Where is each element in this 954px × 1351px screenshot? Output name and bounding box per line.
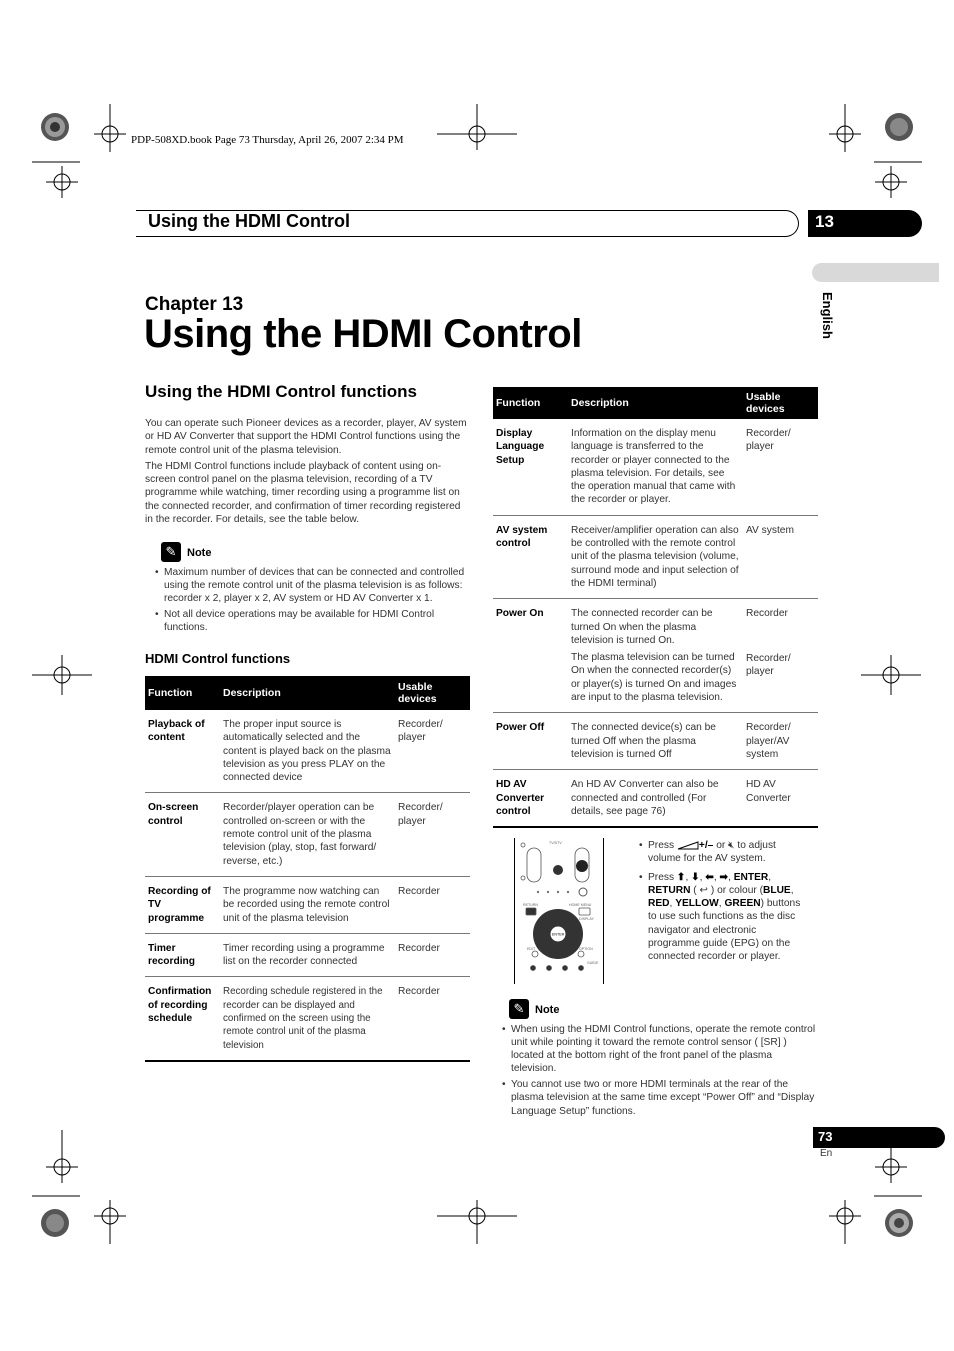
chapter-label: Chapter 13	[145, 294, 244, 315]
usable-cell: Recorder	[395, 977, 470, 1061]
note-item: • Maximum number of devices that can be connected and controlled using the remote control unit of the plasma television is as follows: recorder x 2, player x 2, AV system or HD AV Converter x 1.	[155, 566, 471, 605]
page-number: 73	[818, 1129, 833, 1144]
usable-cell: Recorder/ player/AV system	[743, 713, 818, 770]
col-header-usable: Usable devices	[395, 676, 470, 710]
language-label: English	[820, 292, 835, 339]
usable-cell: AV system	[743, 515, 818, 598]
remote-instructions	[639, 839, 811, 966]
red-key: RED	[648, 898, 670, 910]
arrow-up-icon: ⬆	[676, 872, 686, 884]
page-language: En	[820, 1148, 833, 1159]
note-label: Note	[187, 547, 212, 559]
functions-table-left	[145, 676, 470, 1062]
usable-cell: Recorder/ player	[395, 793, 470, 876]
remote-label-display: DISPLAY	[579, 917, 594, 921]
description-cell: The connected device(s) can be turned Off when the plasma television is turned Off	[568, 713, 743, 770]
mute-icon: 🔇︎	[728, 840, 735, 851]
col-header-description: Description	[220, 676, 395, 710]
press-text: Press	[648, 840, 675, 851]
note-item: • When using the HDMI Control functions, operate the remote control unit while pointing it toward the remote control sensor ( [SR] ) located at the bottom right of the front panel of the plasma television.	[502, 1023, 818, 1075]
col-header-function: Function	[145, 676, 220, 710]
enter-key: ENTER	[733, 872, 769, 884]
description-cell: Timer recording using a programme list on the recorder connected	[220, 933, 395, 977]
remote-control-drawing	[515, 838, 603, 984]
function-cell: Recording of TV programme	[145, 876, 220, 933]
volume-ramp-icon	[677, 841, 699, 850]
description-part: The plasma television can be turned On when the connected recorder(s) or player(s) is turned On and images are input to the plasma television.	[571, 652, 737, 704]
usable-cell	[743, 599, 818, 713]
colour-text: or colour (	[717, 885, 763, 897]
navigation-instruction-text: ) buttons to use such functions as the disc navigator and electronic programme guide (EPG) on the connected recorder or player.	[648, 898, 801, 962]
yellow-key: YELLOW	[675, 898, 719, 910]
table-row	[493, 713, 818, 770]
function-cell: HD AV Converter control	[493, 770, 568, 827]
table-header-row	[493, 387, 818, 419]
table-row	[493, 515, 818, 598]
col-header-description: Description	[568, 387, 743, 419]
note-item: • You cannot use two or more HDMI terminals at the rear of the plasma television at the same time except “Power Off” and “Display Language Setup” functions.	[502, 1078, 818, 1117]
description-cell: Receiver/amplifier operation can also be controlled with the remote control unit of the plasma television (volume, surround mode and input selection of the HDMI terminal)	[568, 515, 743, 598]
usable-cell: HD AV Converter	[743, 770, 818, 827]
arrow-down-icon: ⬇	[691, 872, 700, 884]
return-key: RETURN	[648, 885, 691, 897]
note-list	[502, 1023, 818, 1121]
arrow-left-icon: ⬅	[705, 872, 714, 884]
note-pencil-icon: ✎	[161, 542, 181, 562]
table-row	[493, 770, 818, 827]
description-cell	[568, 599, 743, 713]
description-cell: Information on the display menu language is transferred to the recorder or player connected to the plasma television. For details, see the operation manual that came with the recorder or player.	[568, 419, 743, 515]
table-row	[145, 710, 470, 793]
remote-instruction-volume	[639, 839, 811, 865]
intro-paragraph: The HDMI Control functions include playback of content using on-screen control panel on the plasma television, recording of a TV programme while watching, timer recording using a programme list on the connected recorder, and confirmation of timer recording registered in the recorder. For details, see the table below.	[145, 460, 461, 526]
usable-cell: Recorder	[395, 933, 470, 977]
usable-part: Recorder	[746, 608, 788, 620]
table-header-row	[145, 676, 470, 710]
sub-title: HDMI Control functions	[145, 651, 291, 666]
table-row	[145, 793, 470, 876]
function-cell: On-screen control	[145, 793, 220, 876]
green-key: GREEN	[724, 898, 761, 910]
page-title: Using the HDMI Control	[144, 312, 582, 356]
function-cell: Playback of content	[145, 710, 220, 793]
usable-cell: Recorder	[395, 876, 470, 933]
description-cell: Recording schedule registered in the recorder can be displayed and confirmed on the screen using the remote control unit of the plasma television	[220, 977, 395, 1061]
usable-part: Recorder/ player	[746, 652, 791, 677]
usable-cell: Recorder/ player	[395, 710, 470, 793]
usable-cell: Recorder/ player	[743, 419, 818, 515]
description-cell: Recorder/player operation can be controlled on-screen or with the remote control unit of the plasma television (play, stop, fast forward/ reverse, etc.)	[220, 793, 395, 876]
function-cell: AV system control	[493, 515, 568, 598]
remote-label-return: RETURN	[523, 903, 538, 907]
note-pencil-icon: ✎	[509, 999, 529, 1019]
function-cell: Power Off	[493, 713, 568, 770]
remote-label-home-menu: HOME MENU	[569, 903, 592, 907]
col-header-usable: Usable devices	[743, 387, 818, 419]
table-row	[145, 876, 470, 933]
table-row	[145, 933, 470, 977]
functions-table-right	[493, 387, 818, 828]
note-item: • Not all device operations may be available for HDMI Control functions.	[155, 608, 471, 634]
or-text: or	[716, 840, 726, 851]
remote-instruction-navigation: • Press ⬆, ⬇, ⬅, ➡, ENTER, RETURN ( ↩ ) or colour (BLUE, RED, YELLOW, GREEN) buttons to use such functions as the disc navigator and electronic programme guide (EPG) on the connected recorder or player.	[639, 871, 811, 963]
function-cell: Confirmation of recording schedule	[145, 977, 220, 1061]
blue-key: BLUE	[762, 885, 791, 897]
remote-label-option: OPTION	[579, 947, 593, 951]
remote-label-edit: EDIT	[527, 947, 536, 951]
note-list	[155, 566, 471, 637]
header-title: Using the HDMI Control	[148, 211, 350, 231]
description-cell: An HD AV Converter can also be connected and controlled (For details, see page 76)	[568, 770, 743, 827]
table-row	[493, 599, 818, 713]
description-cell: The proper input source is automatically selected and the content is played back on the plasma television as you press PLAY on the connected device	[220, 710, 395, 793]
function-cell: Display Language Setup	[493, 419, 568, 515]
table-row	[145, 977, 470, 1061]
note-label: Note	[535, 1004, 560, 1016]
return-arrow-icon: ↩	[699, 885, 709, 897]
volume-instruction-text: to adjust volume for the AV system.	[648, 840, 776, 865]
remote-label-guide: GUIDE	[587, 961, 599, 965]
remote-control-illustration	[514, 838, 604, 984]
chapter-number: 13	[815, 212, 834, 231]
section-title: Using the HDMI Control functions	[145, 382, 417, 401]
remote-label-enter: ENTER	[552, 932, 565, 937]
table-row	[493, 419, 818, 515]
press-text: Press	[648, 872, 675, 884]
function-cell: Timer recording	[145, 933, 220, 977]
intro-paragraph: You can operate such Pioneer devices as a recorder, player, AV system or HD AV Converter that support the HDMI Control functions using the remote control unit of the plasma television.	[145, 418, 467, 456]
language-tab	[812, 263, 939, 282]
description-cell: The programme now watching can be recorded using the remote control unit of the plasma television	[220, 876, 395, 933]
description-part: The connected recorder can be turned On when the plasma television is turned On.	[571, 608, 713, 646]
intro-text	[145, 417, 471, 526]
arrow-right-icon: ➡	[719, 872, 729, 884]
file-info: PDP-508XD.book Page 73 Thursday, April 26, 2007 2:34 PM	[131, 134, 404, 146]
volume-key: +/–	[698, 840, 714, 851]
remote-label-tvdtv: TV/DTV	[549, 841, 562, 845]
page-number-badge	[813, 1127, 945, 1148]
function-cell: Power On	[493, 599, 568, 713]
col-header-function: Function	[493, 387, 568, 419]
